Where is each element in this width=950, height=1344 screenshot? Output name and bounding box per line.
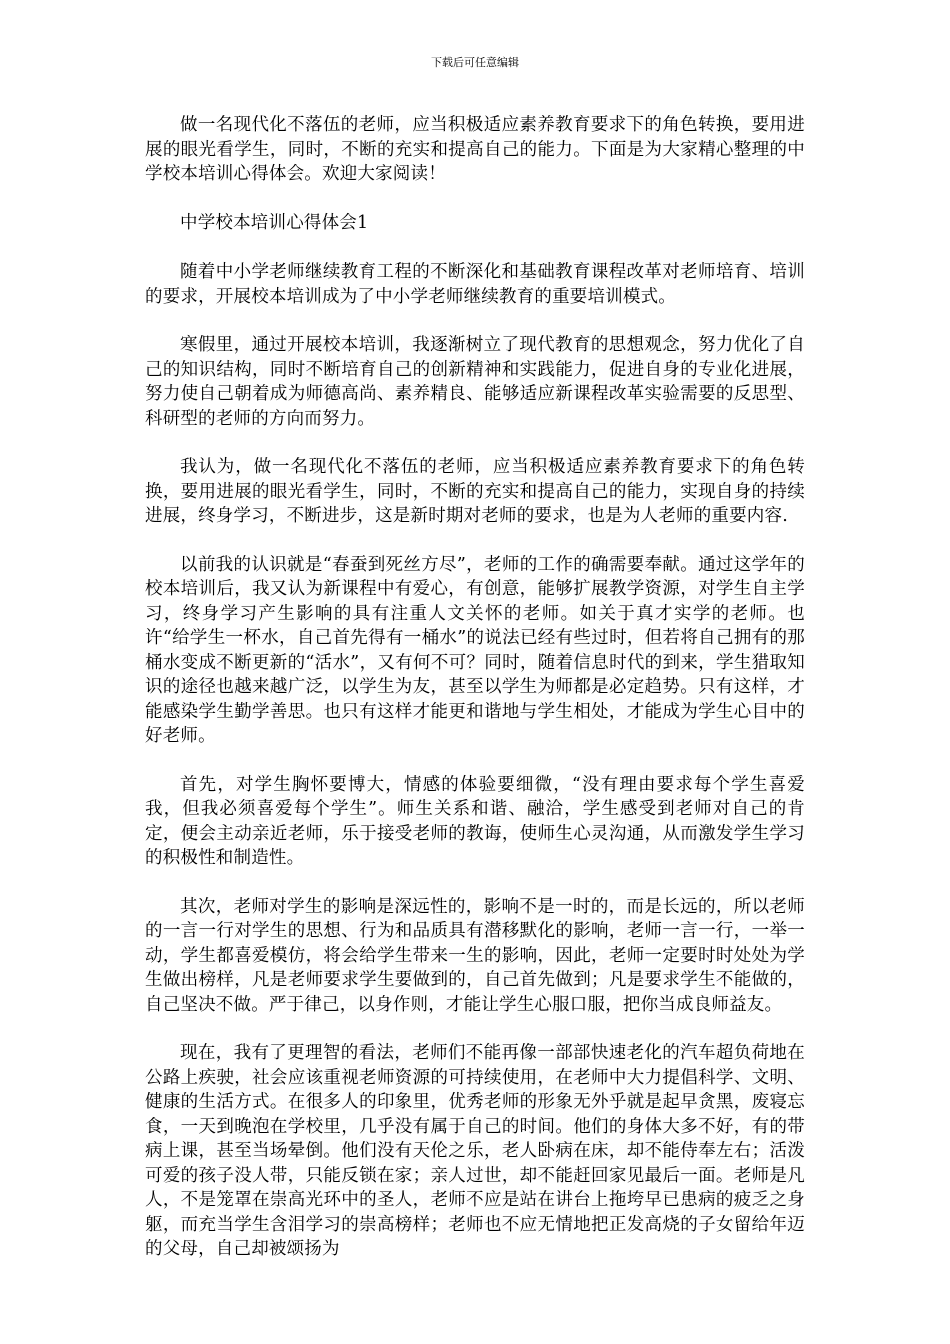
section-heading: 中学校本培训心得体会1 [180,212,369,233]
body-paragraph: 随着中小学老师继续教育工程的不断深化和基础教育课程改革对老师培育、培训的要求，开展校本培训成为了中小学老师继续教育的重要培训模式。 [145,262,805,307]
body-paragraph: 寒假里，通过开展校本培训，我逐渐树立了现代教育的思想观念，努力优化了自己的知识结构，同时不断培育自己的创新精神和实践能力，促进自身的专业化进展，努力使自己朝着成为师德高尚、素养精良、能够适应新课程改革实验需要的反思型、科研型的老师的方向而努力。 [145,335,805,429]
body-paragraph: 首先，对学生胸怀要博大，情感的体验要细微，“没有理由要求每个学生喜爱我，但我必须喜爱每个学生”。师生关系和谐、融洽，学生感受到老师对自己的肯定，便会主动亲近老师，乐于接受老师的教诲，使师生心灵沟通，从而激发学生学习的积极性和制造性。 [145,774,805,868]
page-header: 下载后可任意编辑 [431,56,519,69]
body-paragraph: 以前我的认识就是“春蚕到死丝方尽”，老师的工作的确需要奉献。通过这学年的校本培训后，我又认为新课程中有爱心，有创意，能够扩展教学资源，对学生自主学习，终身学习产生影响的具有注重人文关怀的老师。如关于真才实学的老师。也许“给学生一杯水，自己首先得有一桶水”的说法已经有些过时，但若将自己拥有的那桶水变成不断更新的“活水”，又有何不可？同时，随着信息时代的到来，学生猎取知识的途径也越来越广泛，以学生为友，甚至以学生为师都是必定趋势。只有这样，才能感染学生勤学善思。也只有这样才能更和谐地与学生相处，才能成为学生心目中的好老师。 [145,554,805,746]
body-paragraph: 其次，老师对学生的影响是深远性的，影响不是一时的，而是长远的，所以老师的一言一行对学生的思想、行为和品质具有潜移默化的影响，老师一言一行，一举一动，学生都喜爱模仿，将会给学生带来一生的影响，因此，老师一定要时时处处为学生做出榜样，凡是老师要求学生要做到的，自己首先做到；凡是要求学生不能做的，自己坚决不做。严于律己，以身作则，才能让学生心服口服，把你当成良师益友。 [145,896,805,1015]
intro-paragraph: 做一名现代化不落伍的老师，应当积极适应素养教育要求下的角色转换，要用进展的眼光看学生，同时，不断的充实和提高自己的能力。下面是为大家精心整理的中学校本培训心得体会。欢迎大家阅读！ [145,115,805,184]
document-body [145,113,805,1286]
body-paragraph: 我认为，做一名现代化不落伍的老师，应当积极适应素养教育要求下的角色转换，要用进展的眼光看学生，同时，不断的充实和提高自己的能力，实现自身的持续进展，终身学习，不断进步，这是新时期对老师的要求，也是为人老师的重要内容. [145,457,805,526]
body-paragraph: 现在，我有了更理智的看法，老师们不能再像一部部快速老化的汽车超负荷地在公路上疾驶，社会应该重视老师资源的可持续使用，在老师中大力提倡科学、文明、健康的生活方式。在很多人的印象里，优秀老师的形象无外乎就是起早贪黑，废寝忘食，一天到晚泡在学校里，几乎没有属于自己的时间。他们的身体大多不好，有的带病上课，甚至当场晕倒。他们没有天伦之乐，老人卧病在床，却不能侍奉左右；活泼可爱的孩子没人带，只能反锁在家；亲人过世，却不能赶回家见最后一面。老师是凡人，不是笼罩在崇高光环中的圣人，老师不应是站在讲台上拖垮早已患病的疲乏之身躯，而充当学生含泪学习的崇高榜样；老师也不应无情地把正发高烧的子女留给年迈的父母，自己却被颂扬为 [145,1043,805,1259]
